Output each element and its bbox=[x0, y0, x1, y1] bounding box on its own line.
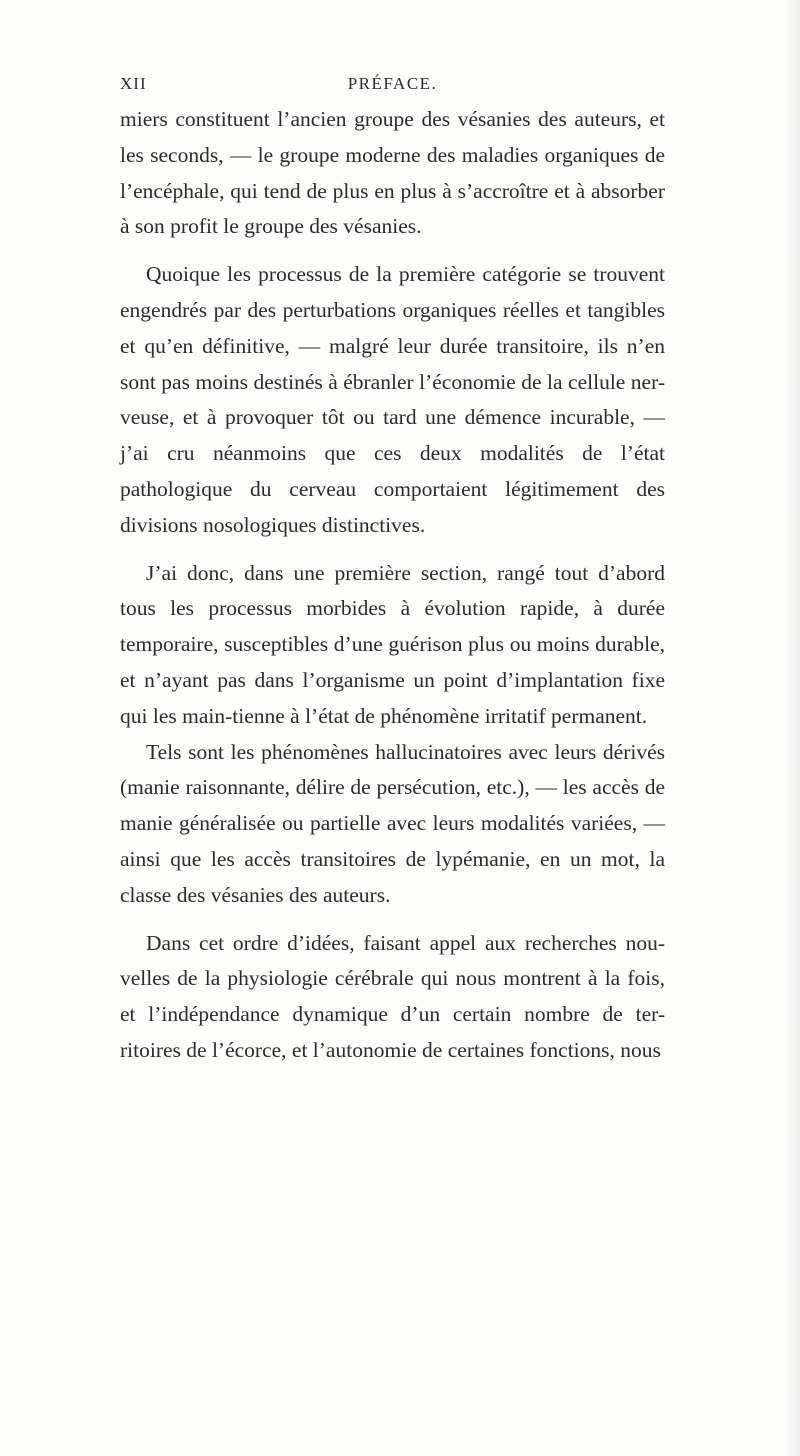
page-number: XII bbox=[120, 74, 147, 93]
body-text bbox=[120, 102, 665, 1069]
paragraph-4: Tels sont les phénomènes hallucinatoires avec leurs dérivés (manie raisonnante, délire de persécution, etc.), — les accès de manie généralisée ou partielle avec leurs modalités variées, — ainsi que les accès transitoires de lypémanie, en un mot, la classe des vésanies des auteurs. bbox=[120, 739, 665, 907]
paragraph-1: miers constituent l’ancien groupe des vésanies des auteurs, et les seconds, — le groupe moderne des maladies organiques de l’encéphale, qui tend de plus en plus à s’accroître et à absorber à son profit le groupe des vésanies. bbox=[120, 107, 665, 239]
paragraph-2: Quoique les processus de la première catégorie se trouvent engendrés par des perturbations organiques réelles et tangibles et qu’en définitive, — malgré leur durée transitoire, ils n’en sont pas moins destinés à ébranler l’économie de la cellule ner-veuse, et à provoquer tôt ou tard une démence incurable, — j’ai cru néanmoins que ces deux modalités de l’état pathologique du cerveau comportaient légitimement des divisions nosologiques distinctives. bbox=[120, 262, 665, 537]
paragraph-3: J’ai donc, dans une première section, rangé tout d’abord tous les processus morbides à évolution rapide, à durée temporaire, susceptibles d’une guérison plus ou moins durable, et n’ayant pas dans l’organisme un point d’implantation fixe qui les main-tienne à l’état de phénomène irritatif permanent. bbox=[120, 560, 665, 728]
running-title: PRÉFACE. bbox=[347, 74, 438, 93]
page-edge-shadow bbox=[786, 0, 800, 1456]
running-head bbox=[120, 74, 665, 98]
paragraph-5: Dans cet ordre d’idées, faisant appel aux recherches nou-velles de la physiologie cérébrale qui nous montrent à la fois, et l’indépendance dynamique d’un certain nombre de ter-ritoires de l’écorce, et l’autonomie de certaines fonctions, nous bbox=[120, 930, 665, 1062]
